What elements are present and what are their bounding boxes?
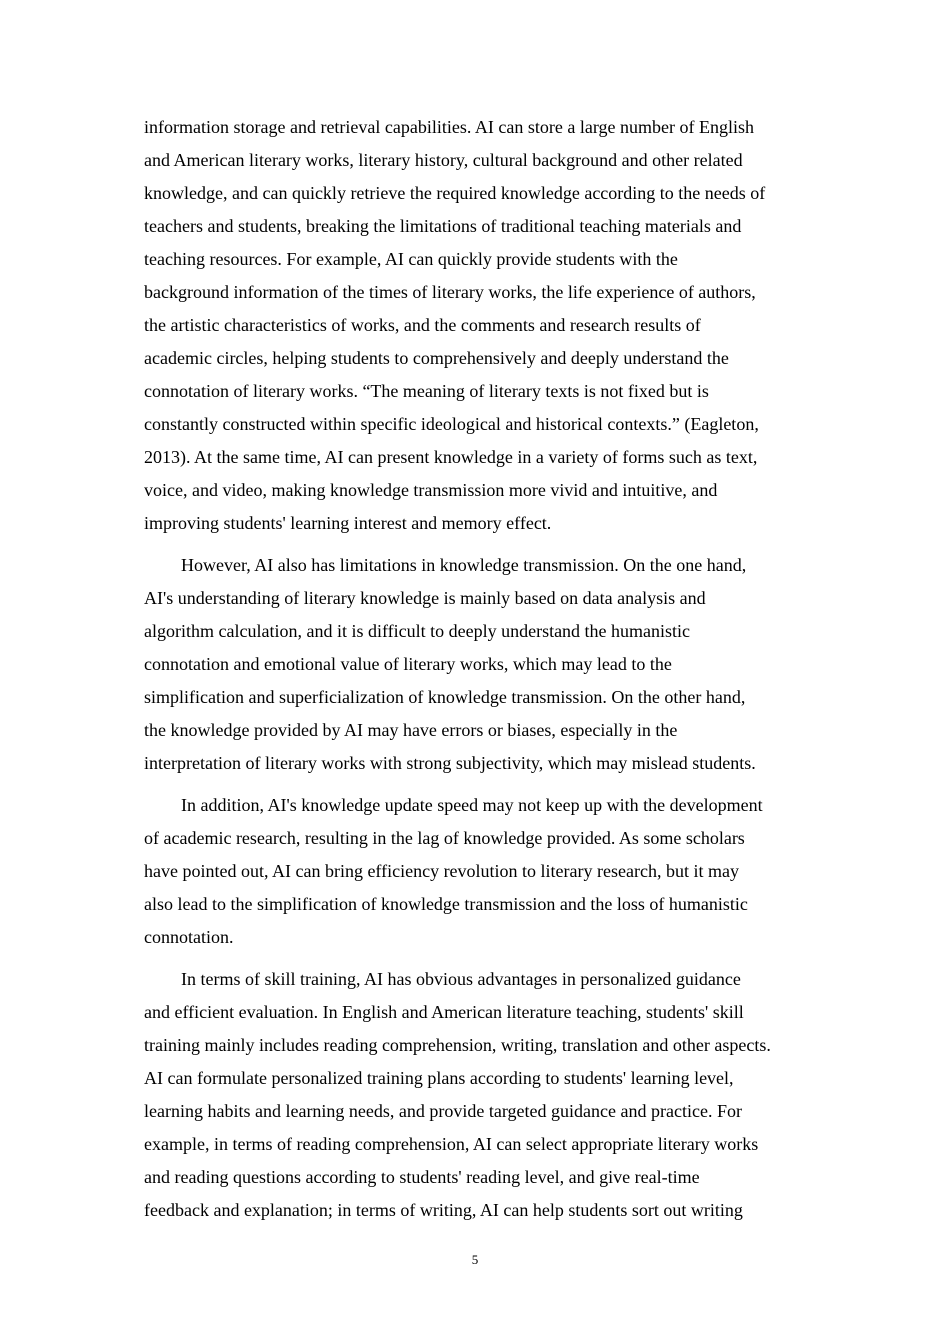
paragraph xyxy=(144,111,812,540)
text-line: However, AI also has limitations in knowledge transmission. On the one hand, xyxy=(181,555,747,575)
text-line: teaching resources. For example, AI can quickly provide students with the xyxy=(144,249,678,269)
text-line: 2013). At the same time, AI can present knowledge in a variety of forms such as text, xyxy=(144,447,758,467)
text-line: knowledge, and can quickly retrieve the required knowledge according to the needs of xyxy=(144,183,766,203)
text-line: have pointed out, AI can bring efficiency revolution to literary research, but it may xyxy=(144,861,739,881)
text-line: of academic research, resulting in the lag of knowledge provided. As some scholars xyxy=(144,828,745,848)
text-line: and efficient evaluation. In English and American literature teaching, students' skill xyxy=(144,1002,744,1022)
page-number: 5 xyxy=(471,1252,479,1267)
text-line: AI can formulate personalized training plans according to students' learning level, xyxy=(144,1068,734,1088)
text-line: the knowledge provided by AI may have errors or biases, especially in the xyxy=(144,720,678,740)
text-line: interpretation of literary works with strong subjectivity, which may mislead students. xyxy=(144,753,756,773)
text-line: learning habits and learning needs, and provide targeted guidance and practice. For xyxy=(144,1101,742,1121)
text-line: algorithm calculation, and it is difficult to deeply understand the humanistic xyxy=(144,621,691,641)
text-line: example, in terms of reading comprehension, AI can select appropriate literary works xyxy=(144,1134,759,1154)
text-line: teachers and students, breaking the limitations of traditional teaching materials and xyxy=(144,216,742,236)
text-line: voice, and video, making knowledge transmission more vivid and intuitive, and xyxy=(144,480,718,500)
text-line: and reading questions according to students' reading level, and give real-time xyxy=(144,1167,700,1187)
text-line: academic circles, helping students to comprehensively and deeply understand the xyxy=(144,348,729,368)
text-line: training mainly includes reading comprehension, writing, translation and other aspects. xyxy=(144,1035,771,1055)
paragraph xyxy=(144,789,812,954)
text-line: feedback and explanation; in terms of writing, AI can help students sort out writing xyxy=(144,1200,743,1220)
text-line: AI's understanding of literary knowledge is mainly based on data analysis and xyxy=(144,588,706,608)
text-line: connotation of literary works. “The meaning of literary texts is not fixed but is xyxy=(144,381,709,401)
text-line: the artistic characteristics of works, and the comments and research results of xyxy=(144,315,701,335)
text-line: improving students' learning interest and memory effect. xyxy=(144,513,552,533)
text-line: and American literary works, literary history, cultural background and other related xyxy=(144,150,743,170)
text-line: In addition, AI's knowledge update speed may not keep up with the development xyxy=(181,795,763,815)
text-line: In terms of skill training, AI has obvious advantages in personalized guidance xyxy=(181,969,741,989)
paragraph xyxy=(144,963,812,1227)
text-line: simplification and superficialization of knowledge transmission. On the other hand, xyxy=(144,687,746,707)
text-line: information storage and retrieval capabilities. AI can store a large number of English xyxy=(144,117,754,137)
text-line: constantly constructed within specific ideological and historical contexts.” (Eagleton, xyxy=(144,414,759,434)
body-text xyxy=(144,111,812,1236)
text-line: connotation and emotional value of literary works, which may lead to the xyxy=(144,654,672,674)
paragraph xyxy=(144,549,812,780)
text-line: background information of the times of literary works, the life experience of authors, xyxy=(144,282,756,302)
text-line: also lead to the simplification of knowledge transmission and the loss of humanistic xyxy=(144,894,748,914)
text-line: connotation. xyxy=(144,927,234,947)
